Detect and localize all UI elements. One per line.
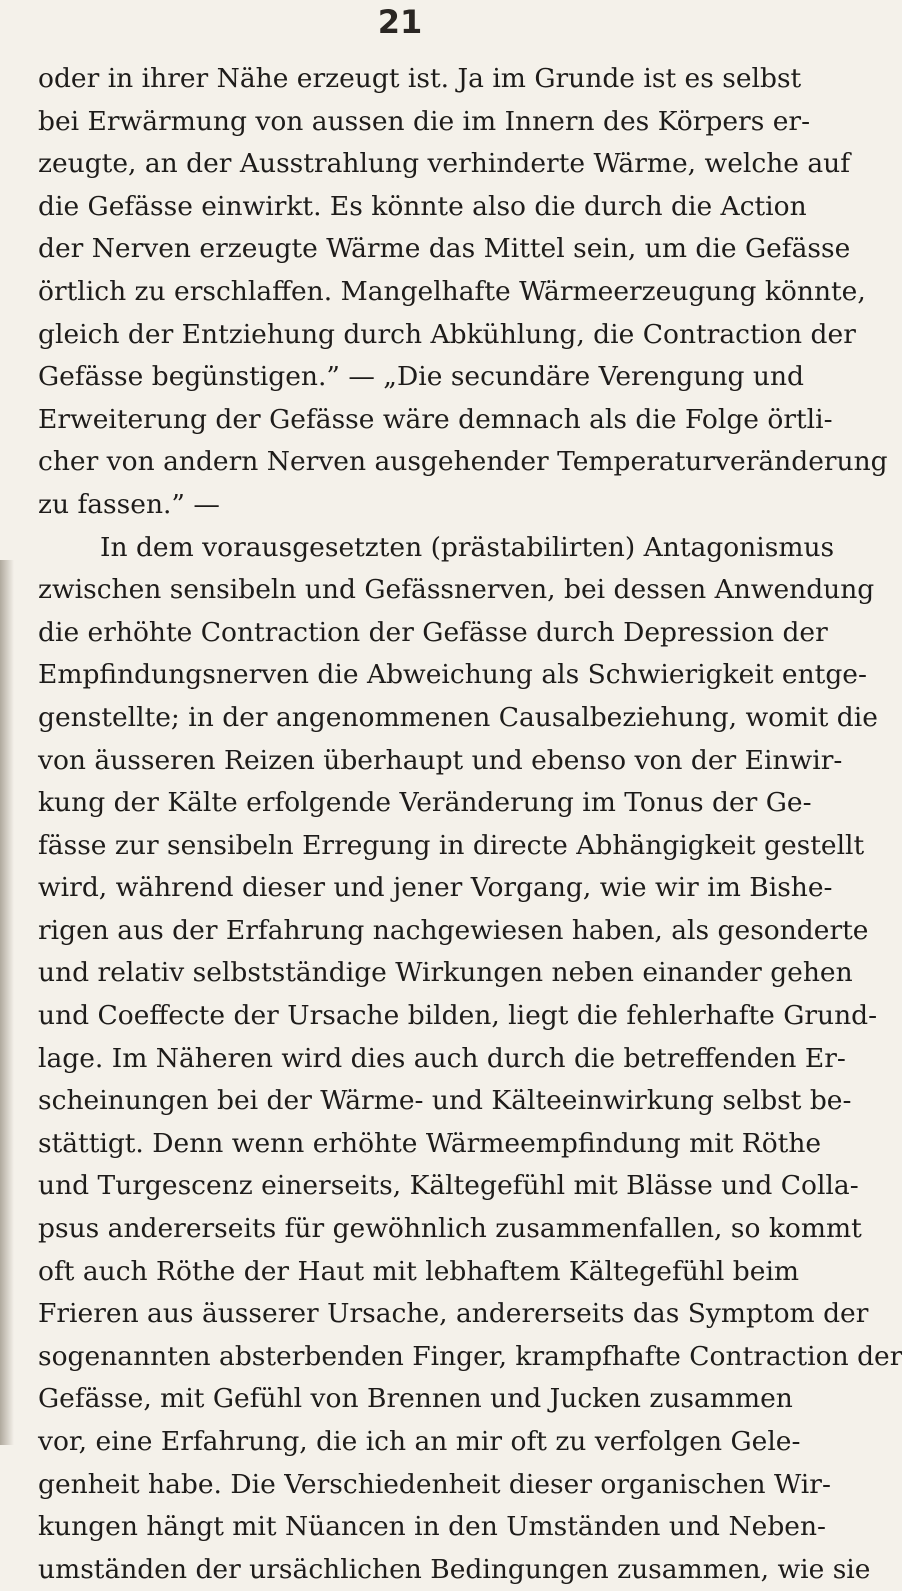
text-line: bei Erwärmung von aussen die im Innern des Körpers er- xyxy=(38,105,811,137)
text-line: zeugte, an der Ausstrahlung verhinderte Wärme, welche auf xyxy=(38,148,851,180)
text-line: die erhöhte Contraction der Gefässe durch Depression der xyxy=(38,616,828,648)
body-text xyxy=(38,58,902,1591)
text-line: und Turgescenz einerseits, Kältegefühl mit Blässe und Colla- xyxy=(38,1170,859,1202)
text-line: oder in ihrer Nähe erzeugt ist. Ja im Grunde ist es selbst xyxy=(38,63,802,94)
text-line: genstellte; in der angenommenen Causalbeziehung, womit die xyxy=(38,701,878,733)
text-line: Empfindungsnerven die Abweichung als Schwierigkeit entge- xyxy=(38,659,867,691)
text-line: lage. Im Näheren wird dies auch durch die betreffenden Er- xyxy=(38,1042,846,1074)
text-line: von äusseren Reizen überhaupt und ebenso von der Einwir- xyxy=(38,744,843,776)
text-line: der Nerven erzeugte Wärme das Mittel sein, um die Gefässe xyxy=(38,233,851,265)
text-line: genheit habe. Die Verschiedenheit dieser organischen Wir- xyxy=(38,1468,831,1500)
text-line: kungen hängt mit Nüancen in den Umständen und Neben- xyxy=(38,1511,826,1543)
text-line: umständen der ursächlichen Bedingungen zusammen, wie sie xyxy=(38,1553,871,1585)
text-line: scheinungen bei der Wärme- und Kälteeinwirkung selbst be- xyxy=(38,1085,852,1117)
text-line: cher von andern Nerven ausgehender Temperaturveränderung xyxy=(38,446,888,478)
text-line: und relativ selbstständige Wirkungen neben einander gehen xyxy=(38,957,853,989)
text-line: fässe zur sensibeln Erregung in directe Abhängigkeit gestellt xyxy=(38,829,865,861)
text-line: kung der Kälte erfolgende Veränderung im Tonus der Ge- xyxy=(38,787,812,819)
text-line: Gefässe, mit Gefühl von Brennen und Jucken zusammen xyxy=(38,1383,793,1415)
text-line: zwischen sensibeln und Gefässnerven, bei dessen Anwendung xyxy=(38,574,875,606)
text-line: wird, während dieser und jener Vorgang, wie wir im Bishe- xyxy=(38,872,833,904)
text-line: und Coeffecte der Ursache bilden, liegt die fehlerhafte Grund- xyxy=(38,1000,878,1032)
text-line: oft auch Röthe der Haut mit lebhaftem Kältegefühl beim xyxy=(38,1255,800,1287)
text-line: örtlich zu erschlaffen. Mangelhafte Wärmeerzeugung könnte, xyxy=(38,275,866,307)
text-line: zu fassen.” — xyxy=(38,488,220,520)
text-line: Gefässe begünstigen.” — „Die secundäre Verengung und xyxy=(38,361,805,393)
text-line: Erweiterung der Gefässe wäre demnach als die Folge örtli- xyxy=(38,403,833,435)
binding-shadow xyxy=(0,560,14,1445)
page-number: 21 xyxy=(377,3,423,41)
paragraph-first-line: In dem vorausgesetzten (prästabilirten) Antagonismus xyxy=(100,531,835,563)
text-line: die Gefässe einwirkt. Es könnte also die durch die Action xyxy=(38,190,807,222)
text-line: stättigt. Denn wenn erhöhte Wärmeempfindung mit Röthe xyxy=(38,1127,822,1159)
text-line: vor, eine Erfahrung, die ich an mir oft zu verfolgen Gele- xyxy=(38,1426,801,1457)
text-line: sogenannten absterbenden Finger, krampfhafte Contraction der xyxy=(38,1340,902,1372)
text-line: rigen aus der Erfahrung nachgewiesen haben, als gesonderte xyxy=(38,914,869,946)
text-line: psus andererseits für gewöhnlich zusammenfallen, so kommt xyxy=(38,1213,862,1245)
text-line: gleich der Entziehung durch Abkühlung, die Contraction der xyxy=(38,318,856,350)
text-line: Frieren aus äusserer Ursache, andererseits das Symptom der xyxy=(38,1298,869,1330)
